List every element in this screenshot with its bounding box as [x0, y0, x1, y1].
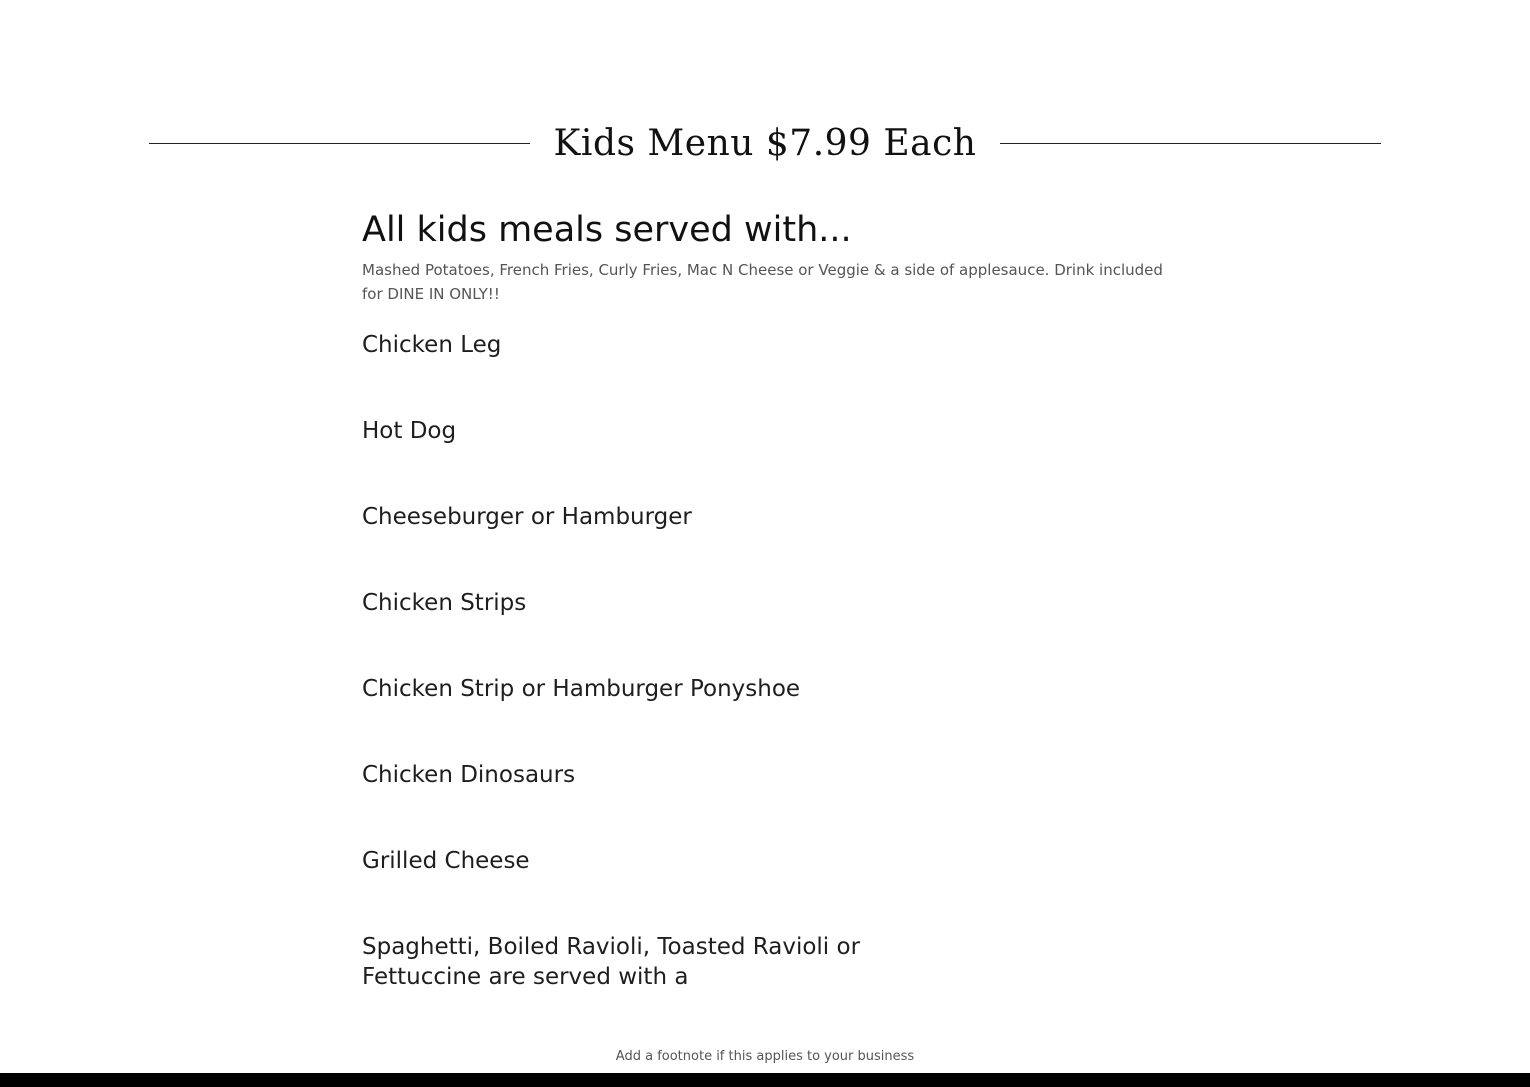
header-rule-left [149, 143, 530, 144]
menu-item-chicken-dinosaurs: Chicken Dinosaurs [362, 762, 576, 788]
section-header [149, 115, 1381, 171]
menu-item-hot-dog: Hot Dog [362, 418, 457, 444]
menu-item-chicken-leg: Chicken Leg [362, 332, 502, 358]
menu-content [362, 206, 1172, 990]
intro-title: All kids meals served with... [362, 210, 852, 250]
footnote: Add a footnote if this applies to your business [615, 1049, 915, 1064]
header-rule-right [1000, 143, 1381, 144]
menu-list [362, 330, 882, 992]
menu-item-grilled-cheese: Grilled Cheese [362, 848, 530, 874]
menu-item-ponyshoe: Chicken Strip or Hamburger Ponyshoe [362, 676, 801, 702]
intro-description: Mashed Potatoes, French Fries, Curly Fries, Mac N Cheese or Veggie & a side of applesauce. Drink included for DINE IN ONLY!! [362, 261, 1163, 303]
menu-item-cheeseburger: Cheeseburger or Hamburger [362, 504, 692, 530]
bottom-bar [0, 1073, 1530, 1087]
section-title: Kids Menu $7.99 Each [553, 122, 977, 164]
menu-item-pasta: Spaghetti, Boiled Ravioli, Toasted Ravioli or Fettuccine are served with a [362, 934, 861, 990]
menu-item-chicken-strips: Chicken Strips [362, 590, 527, 616]
